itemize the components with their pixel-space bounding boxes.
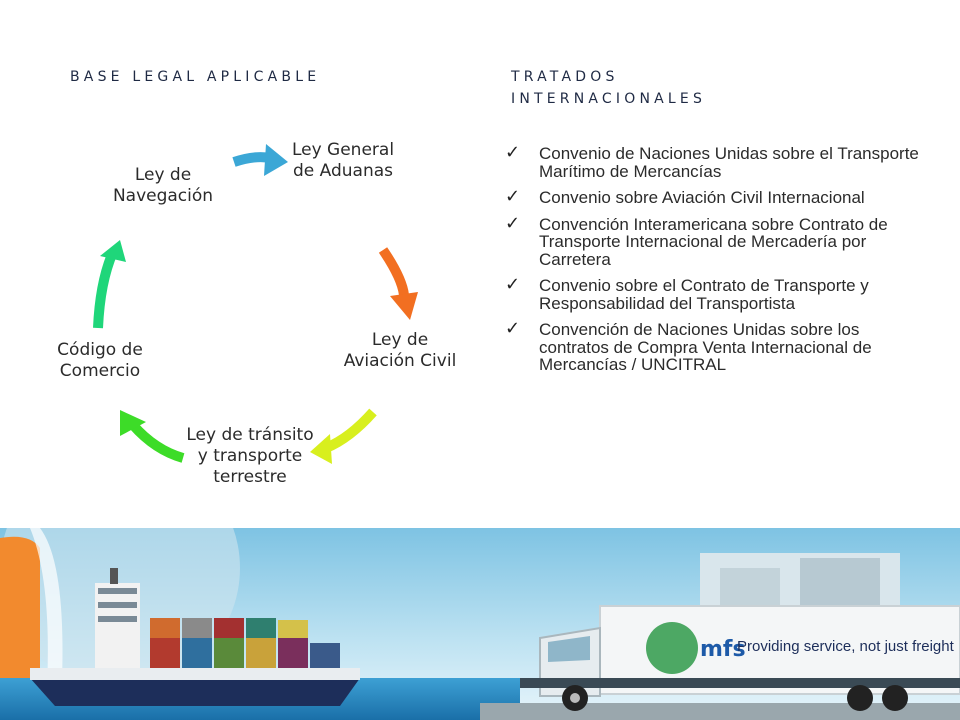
treaties-list	[505, 142, 925, 383]
freight-banner-image	[0, 528, 960, 720]
heading-tratados: TRATADOS INTERNACIONALES	[511, 69, 707, 107]
arrow-transito-to-comercio	[120, 410, 183, 458]
list-item	[505, 142, 925, 181]
checkmark-icon: ✓	[505, 186, 521, 207]
list-item	[505, 186, 925, 207]
list-item	[505, 274, 925, 313]
arrow-comercio-to-navegacion	[98, 240, 126, 328]
treaty-text: Convención Interamericana sobre Contrato de Transporte Internacional de Mercadería por Carretera	[539, 214, 888, 269]
arrow-navegacion-to-aduanas	[234, 144, 288, 176]
checkmark-icon: ✓	[505, 274, 521, 295]
node-codigo-comercio: Código de Comercio	[57, 340, 143, 381]
arrow-aviacion-to-transito	[310, 412, 373, 464]
node-ley-transito: Ley de tránsito y transporte terrestre	[186, 425, 314, 487]
banner-illustration	[0, 528, 960, 720]
logo-text: mfs	[700, 637, 746, 662]
company-logo-icon	[646, 622, 698, 674]
legal-basis-cycle-diagram	[0, 100, 480, 530]
node-ley-general-aduanas: Ley General de Aduanas	[291, 140, 395, 181]
checkmark-icon: ✓	[505, 142, 521, 163]
node-ley-aviacion-civil: Ley de Aviación Civil	[343, 330, 457, 371]
treaty-text: Convenio de Naciones Unidas sobre el Transporte Marítimo de Mercancías	[539, 144, 919, 181]
arrow-aduanas-to-aviacion	[383, 250, 418, 320]
treaty-text: Convención de Naciones Unidas sobre los contratos de Compra Venta Internacional de Mercancías / UNCITRAL	[539, 320, 872, 374]
treaty-text: Convenio sobre el Contrato de Transporte y Responsabilidad del Transportista	[539, 276, 869, 313]
checkmark-icon: ✓	[505, 318, 521, 339]
checkmark-icon: ✓	[505, 212, 521, 234]
list-item	[505, 212, 925, 269]
truck-slogan: Providing service, not just freight	[737, 638, 954, 655]
heading-base-legal: BASE LEGAL APLICABLE	[70, 69, 321, 85]
node-ley-navegacion: Ley de Navegación	[112, 165, 214, 206]
treaty-text: Convenio sobre Aviación Civil Internacional	[539, 188, 865, 207]
list-item	[505, 318, 925, 374]
